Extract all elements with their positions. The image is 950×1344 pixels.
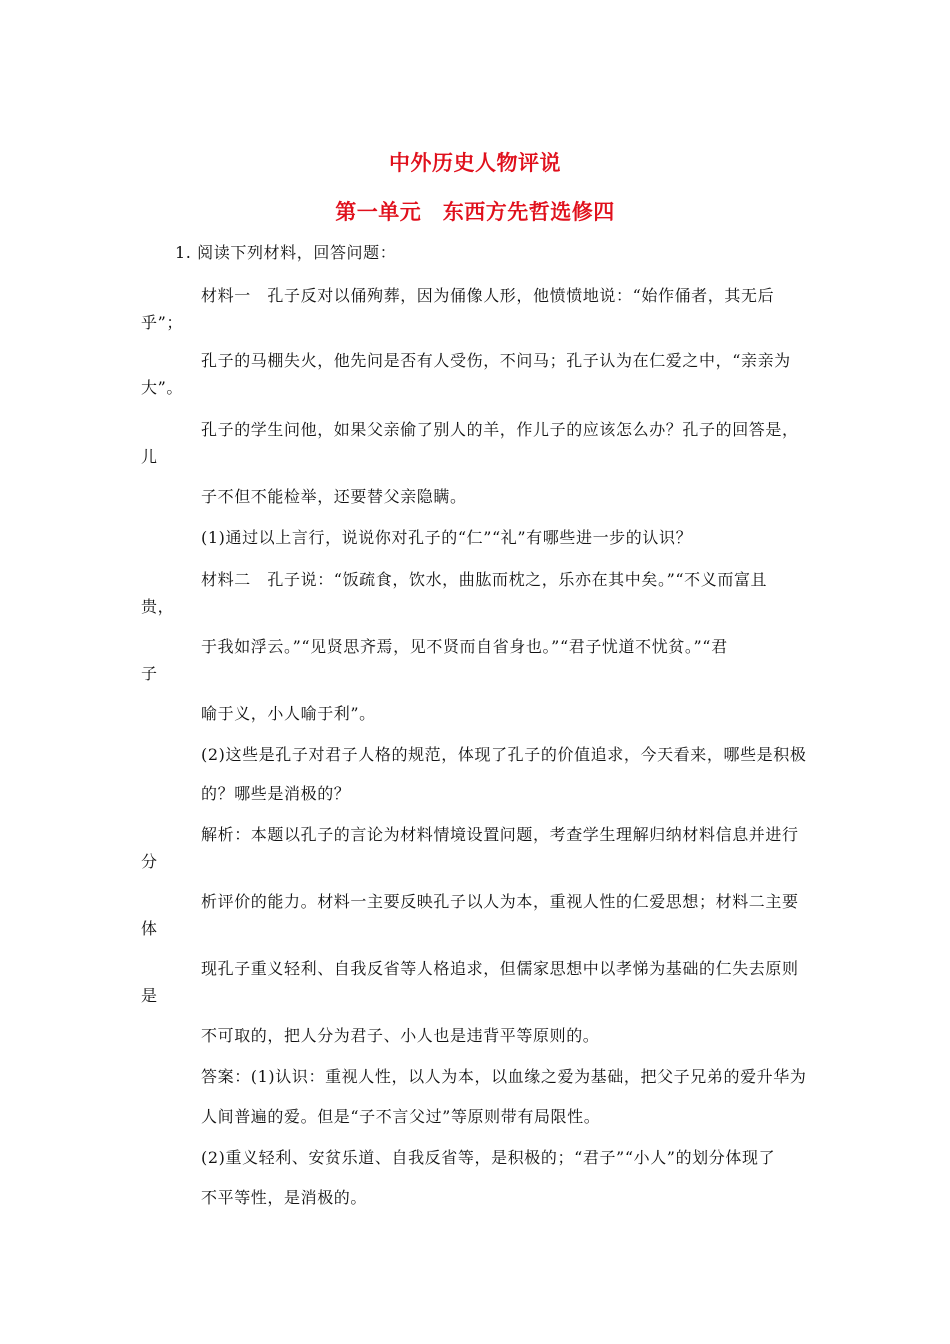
text-line: 贵， — [141, 597, 175, 616]
answer-line: 人间普遍的爱。但是“子不言父过”等原则带有局限性。 — [201, 1107, 601, 1126]
text-line: 孔子的学生问他，如果父亲偷了别人的羊，作儿子的应该怎么办？孔子的回答是， — [201, 420, 799, 439]
text-line: 乎”； — [141, 313, 183, 332]
question-1: (1)通过以上言行，说说你对孔子的“仁”“礼”有哪些进一步的认识？ — [201, 528, 693, 547]
text-line: 喻于义，小人喻于利”。 — [201, 704, 376, 723]
analysis-line: 现孔子重义轻利、自我反省等人格追求，但儒家思想中以孝悌为基础的仁失去原则 — [201, 959, 799, 978]
analysis-line: 解析：本题以孔子的言论为材料情境设置问题，考查学生理解归纳材料信息并进行 — [201, 825, 799, 844]
text-line: 子 — [141, 664, 158, 683]
question-number-line: 1. 阅读下列材料，回答问题： — [175, 243, 397, 262]
analysis-line: 体 — [141, 919, 158, 938]
text-line: 材料一 孔子反对以俑殉葬，因为俑像人形，他愤愤地说：“始作俑者，其无后 — [201, 286, 775, 305]
unit-subtitle: 第一单元 东西方先哲选修四 — [335, 199, 615, 224]
answer-line: 答案：(1)认识：重视人性，以人为本，以血缘之爱为基础，把父子兄弟的爱升华为 — [201, 1067, 807, 1086]
analysis-line: 不可取的，把人分为君子、小人也是违背平等原则的。 — [201, 1026, 600, 1045]
text-line: 大”。 — [141, 378, 183, 397]
text-line: 材料二 孔子说：“饭疏食，饮水，曲肱而枕之，乐亦在其中矣。”“不义而富且 — [201, 570, 768, 589]
question-2: (2)这些是孔子对君子人格的规范，体现了孔子的价值追求，今天看来，哪些是积极 — [201, 745, 807, 764]
text-line: 子不但不能检举，还要替父亲隐瞒。 — [201, 487, 467, 506]
answer-line: (2)重义轻利、安贫乐道、自我反省等，是积极的；“君子”“小人”的划分体现了 — [201, 1148, 776, 1167]
text-line: 于我如浮云。”“见贤思齐焉，见不贤而自省身也。”“君子忧道不忧贫。”“君 — [201, 637, 728, 656]
text-line: 的？哪些是消极的？ — [201, 784, 351, 803]
page-title: 中外历史人物评说 — [389, 150, 561, 175]
text-line: 儿 — [141, 447, 158, 466]
analysis-line: 分 — [141, 852, 158, 871]
answer-line: 不平等性，是消极的。 — [201, 1188, 368, 1207]
text-line: 孔子的马棚失火，他先问是否有人受伤，不问马；孔子认为在仁爱之中，“亲亲为 — [201, 351, 791, 370]
analysis-line: 是 — [141, 986, 158, 1005]
analysis-line: 析评价的能力。材料一主要反映孔子以人为本，重视人性的仁爱思想；材料二主要 — [201, 892, 799, 911]
